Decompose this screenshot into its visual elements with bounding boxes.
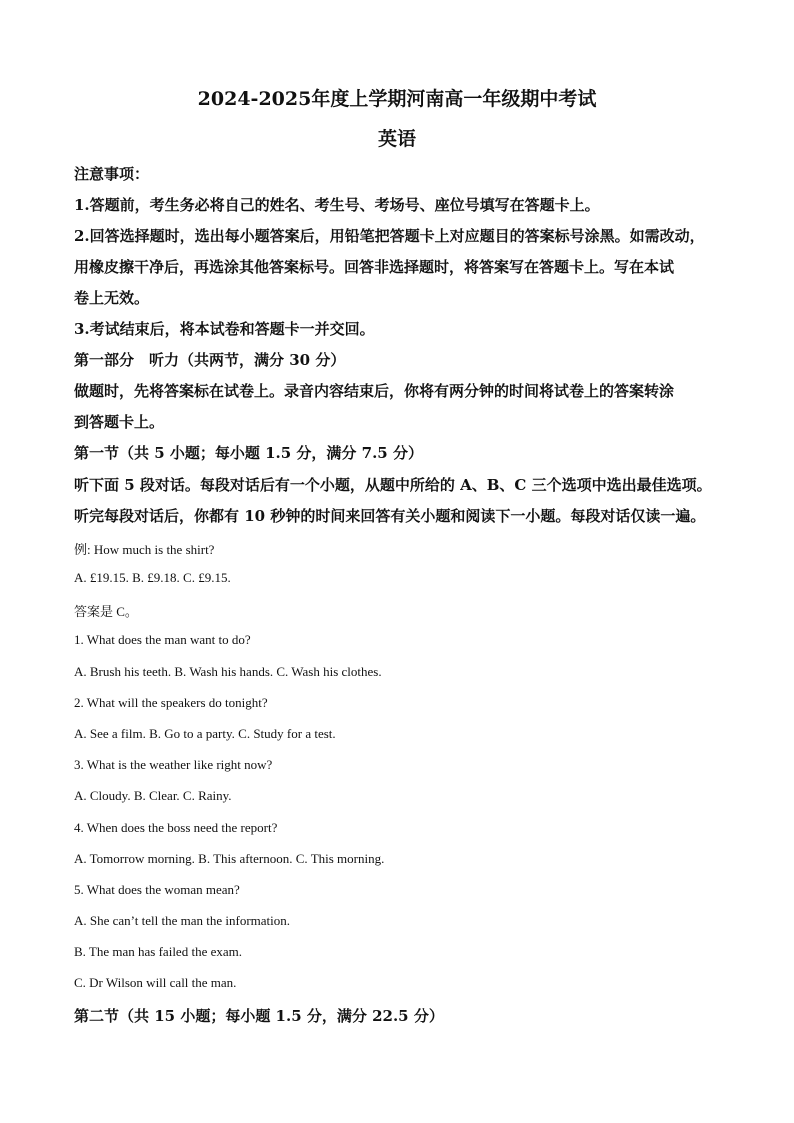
question-5-option-a: A. She can’t tell the man the information.	[74, 913, 291, 928]
notice-line-5: 3.考试结束后，将本试卷和答题卡一并交回。	[74, 320, 375, 338]
question-1-options: A. Brush his teeth. B. Wash his hands. C. Wash his clothes.	[74, 664, 382, 679]
notice-line-1: 1.答题前，考生务必将自己的姓名、考生号、考场号、座位号填写在答题卡上。	[74, 196, 600, 214]
section1-instruction-2: 听完每段对话后，你都有 10 秒钟的时间来回答有关小题和阅读下一小题。每段对话仅读一遍。	[74, 507, 706, 525]
question-3: 3. What is the weather like right now?	[74, 757, 273, 772]
question-4: 4. When does the boss need the report?	[74, 820, 278, 835]
question-5-option-b: B. The man has failed the exam.	[74, 944, 242, 959]
question-1: 1. What does the man want to do?	[74, 632, 251, 647]
notice-heading: 注意事项：	[74, 165, 150, 183]
question-5-option-c: C. Dr Wilson will call the man.	[74, 975, 237, 990]
section1-heading: 第一节（共 5 小题；每小题 1.5 分，满分 7.5 分）	[74, 444, 423, 462]
exam-subject: 英语	[377, 128, 416, 150]
notice-line-2: 2.回答选择题时，选出每小题答案后，用铅笔把答题卡上对应题目的答案标号涂黑。如需改动，	[74, 227, 705, 245]
question-3-options: A. Cloudy. B. Clear. C. Rainy.	[74, 788, 232, 803]
exam-title: 2024-2025年度上学期河南高一年级期中考试	[197, 88, 597, 110]
notice-line-4: 卷上无效。	[74, 289, 150, 307]
question-2-options: A. See a film. B. Go to a party. C. Study for a test.	[74, 726, 336, 741]
notice-line-3: 用橡皮擦干净后，再选涂其他答案标号。回答非选择题时，将答案写在答题卡上。写在本试	[74, 258, 675, 276]
question-4-options: A. Tomorrow morning. B. This afternoon. C. This morning.	[74, 851, 385, 866]
part1-heading: 第一部分 听力（共两节，满分 30 分）	[74, 351, 346, 369]
question-2: 2. What will the speakers do tonight?	[74, 695, 268, 710]
example-answer: 答案是 C。	[74, 604, 138, 619]
part1-instruction-1: 做题时，先将答案标在试卷上。录音内容结束后，你将有两分钟的时间将试卷上的答案转涂	[74, 382, 675, 400]
example-options: A. £19.15. B. £9.18. C. £9.15.	[74, 570, 231, 585]
section1-instruction-1: 听下面 5 段对话。每段对话后有一个小题，从题中所给的 A、B、C 三个选项中选出最佳选项。	[74, 476, 712, 494]
part1-instruction-2: 到答题卡上。	[74, 413, 165, 431]
example-question: 例: How much is the shirt?	[74, 542, 215, 557]
question-5: 5. What does the woman mean?	[74, 882, 240, 897]
section2-heading: 第二节（共 15 小题；每小题 1.5 分，满分 22.5 分）	[74, 1007, 444, 1025]
